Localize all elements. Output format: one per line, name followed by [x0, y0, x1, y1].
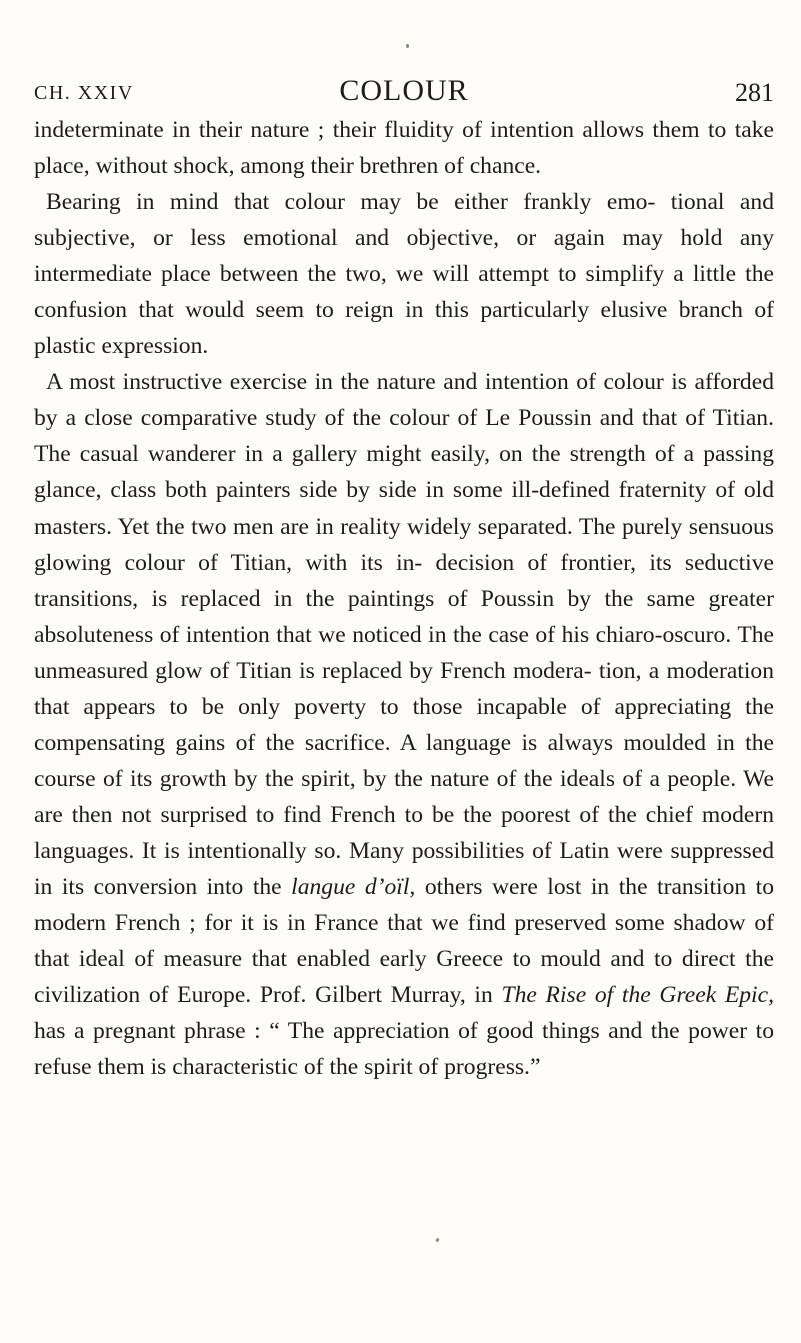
- ink-speck-top: [406, 44, 409, 48]
- body-text: [34, 112, 774, 1085]
- paragraph-text-part-2: others were lost in the transition to modern French ; for it is in France that we find preserved some shadow of that ideal of measure that enabled early Greece to mould and to direct the civilization of Europe. Prof. Gilbert Murray, in: [34, 873, 774, 1009]
- ink-speck-bottom: [435, 1238, 440, 1243]
- chapter-label: CH. XXIV: [34, 82, 134, 104]
- paragraph-instructive-exercise: [34, 364, 774, 1085]
- paragraph-text-part-1: A most instructive exercise in the nature and intention of colour is afforded by a close comparative study of the colour of Le Poussin and that of Titian. The casual wanderer in a gallery might easily, on the strength of a passing glance, class both painters side by side in some ill-defined fraternity of old masters. Yet the two men are in reality widely separated. The purely sensuous glowing colour of Titian, with its in- decision of frontier, its seductive transitions, is replaced in the paintings of Poussin by the same greater absoluteness of intention that we noticed in the case of his chiaro-oscuro. The unmeasured glow of Titian is replaced by French modera- tion, a moderation that appears to be only poverty to those incapable of appreciating the compensating gains of the sacrifice. A language is always moulded in the course of its growth by the spirit, by the nature of the ideals of a people. We are then not surprised to find French to be the poorest of the chief modern languages. It is intentionally so. Many possibilities of Latin were suppressed in its conversion into the: [34, 369, 774, 900]
- running-head: [34, 74, 774, 114]
- italic-langue-doil: langue d’oïl,: [291, 873, 416, 900]
- page-title: COLOUR: [339, 74, 469, 107]
- page-number: 281: [735, 78, 774, 107]
- paragraph-text-part-3: has a pregnant phrase : “ The appreciation of good things and the power to refuse them is characteristic of the spirit of progress.”: [34, 1018, 774, 1081]
- paragraph-bearing-in-mind: Bearing in mind that colour may be either frankly emo- tional and subjective, or less emotional and objective, or again may hold any intermediate place between the two, we will attempt to simplify a little the confusion that would seem to reign in this particularly elusive branch of plastic expression.: [34, 189, 774, 360]
- paragraph-continued: indeterminate in their nature ; their fluidity of intention allows them to take place, without shock, among their brethren of chance.: [34, 117, 774, 180]
- italic-book-title: The Rise of the Greek Epic,: [501, 982, 774, 1009]
